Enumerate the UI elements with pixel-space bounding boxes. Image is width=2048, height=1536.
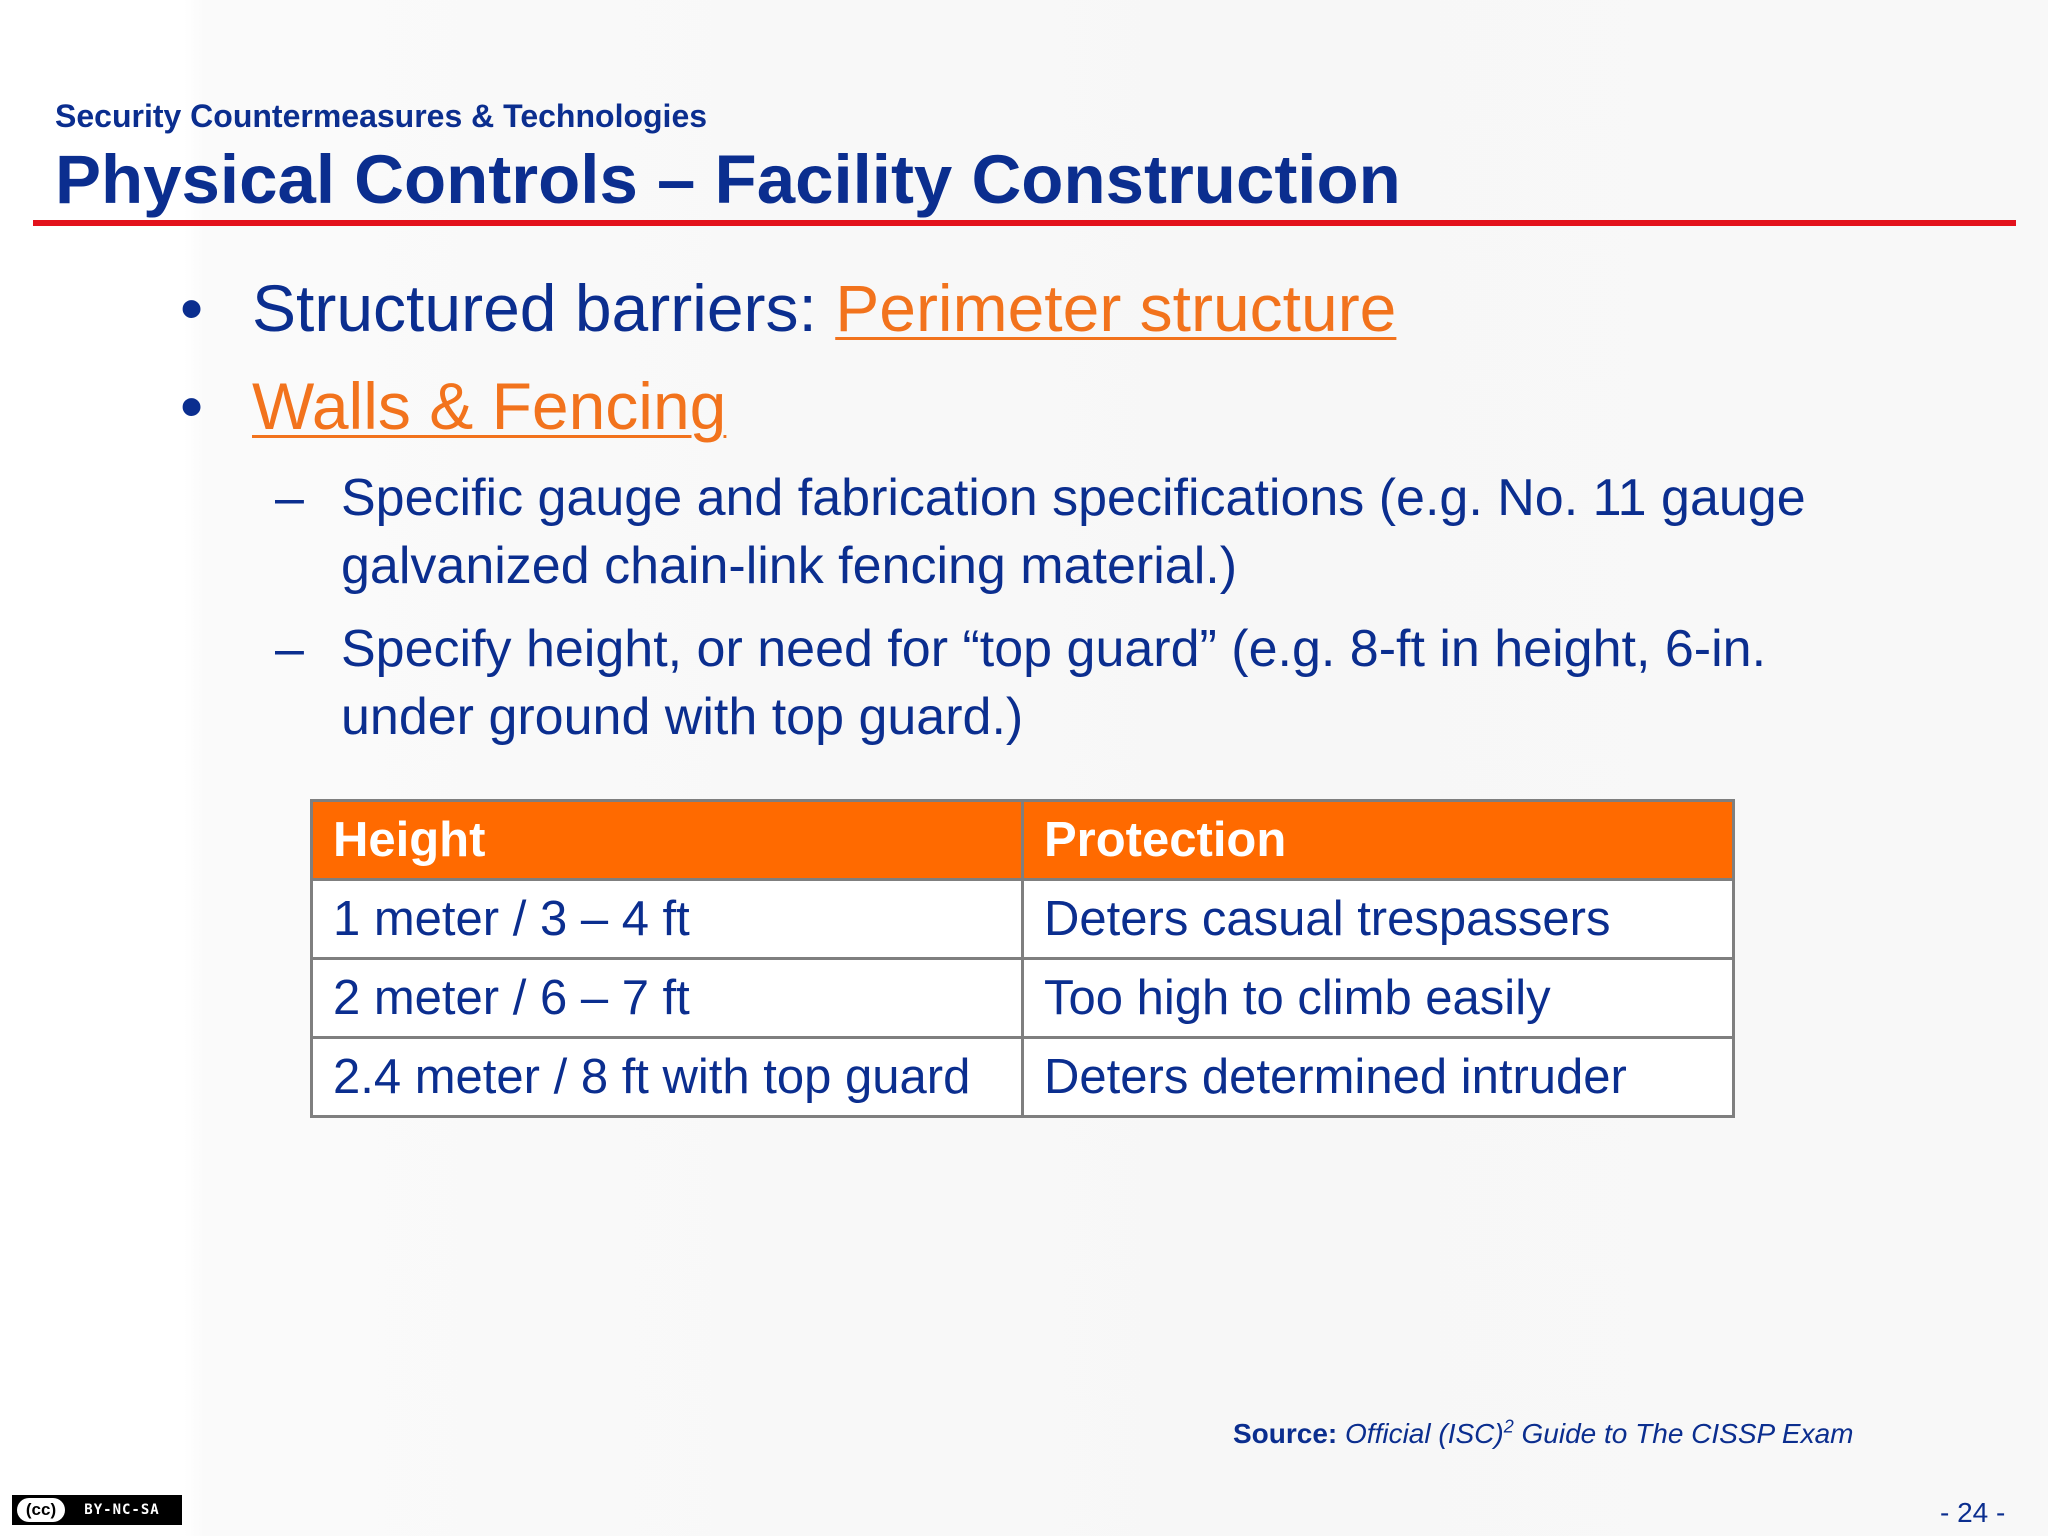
slide-title: Physical Controls – Facility Construction xyxy=(55,141,1401,218)
column-header-protection: Protection xyxy=(1023,801,1734,880)
column-header-height: Height xyxy=(312,801,1023,880)
table-row xyxy=(312,959,1734,1038)
bullet-marker: • xyxy=(180,271,204,345)
walls-fencing-link[interactable]: Walls & Fencing xyxy=(252,369,727,443)
sub-bullet-text: Specify height, or need for “top guard” (e.g. 8-ft in height, 6-in. under ground with top guard.) xyxy=(341,620,1767,746)
sub-bullet-text: Specific gauge and fabrication specifications (e.g. No. 11 gauge galvanized chain-link fencing material.) xyxy=(341,469,1806,595)
source-text xyxy=(1337,1418,1853,1449)
table-cell-protection: Deters casual trespassers xyxy=(1023,880,1734,959)
source-superscript: 2 xyxy=(1503,1416,1514,1437)
cc-icon: (cc) xyxy=(17,1498,65,1522)
page-number: - 24 - xyxy=(1940,1497,2006,1528)
bullet-text xyxy=(252,270,1396,346)
slide-subtitle: Security Countermeasures & Technologies xyxy=(55,98,708,134)
table-cell-protection: Too high to climb easily xyxy=(1023,959,1734,1038)
source-label: Source: xyxy=(1233,1418,1338,1449)
fence-height-table xyxy=(310,799,1735,1118)
bullet-marker: • xyxy=(180,369,204,443)
table-cell-height: 2.4 meter / 8 ft with top guard xyxy=(312,1038,1023,1117)
table-cell-height: 1 meter / 3 – 4 ft xyxy=(312,880,1023,959)
source-citation xyxy=(1233,1418,1854,1450)
table-row xyxy=(312,1038,1734,1117)
title-divider xyxy=(33,220,2016,226)
sub-bullet-marker: – xyxy=(275,620,304,678)
table-cell-protection: Deters determined intruder xyxy=(1023,1038,1734,1117)
creative-commons-badge xyxy=(12,1495,182,1525)
cc-license-text: BY-NC-SA xyxy=(84,1502,160,1518)
bullet-text xyxy=(252,368,726,444)
table-header-row xyxy=(312,801,1734,880)
source-text-after: Guide to The CISSP Exam xyxy=(1513,1418,1854,1449)
table-cell-height: 2 meter / 6 – 7 ft xyxy=(312,959,1023,1038)
sub-bullet-marker: – xyxy=(275,469,304,527)
perimeter-structure-link[interactable]: Perimeter structure xyxy=(835,271,1397,345)
table-row xyxy=(312,880,1734,959)
bullet-prefix: Structured barriers: xyxy=(252,271,836,345)
source-text-before: Official (ISC) xyxy=(1337,1418,1504,1449)
